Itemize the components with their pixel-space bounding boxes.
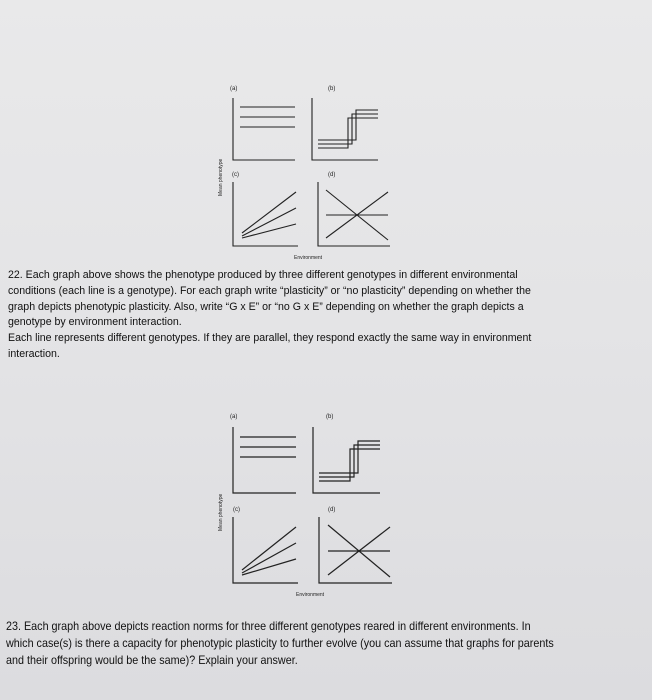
- panel-d-letter: (d): [328, 172, 336, 178]
- panel-b-axes: [313, 427, 380, 493]
- panel-c-genotype-1: [242, 527, 296, 570]
- panel-c-genotype-3: [242, 559, 296, 575]
- figure-2: [198, 405, 428, 600]
- panel-b-letter: (b): [328, 86, 336, 92]
- answer-note-line: interaction.: [8, 347, 60, 360]
- panel-c-letter: (c): [233, 507, 240, 513]
- question-23-line: which case(s) is there a capacity for phenotypic plasticity to further evolve (you can assume that graphs for parents: [6, 637, 554, 650]
- panel-b-axes: [312, 98, 378, 160]
- question-23-line: and their offspring would be the same)? Explain your answer.: [6, 654, 298, 667]
- panel-d-letter: (d): [328, 507, 336, 513]
- panel-c-axes: [233, 182, 298, 246]
- panel-c-letter: (c): [232, 172, 239, 178]
- y-axis-label: Mean phenotype: [218, 158, 224, 196]
- figure-1: [200, 78, 430, 263]
- panel-a-letter: (a): [230, 86, 238, 92]
- question-23-line: 23. Each graph above depicts reaction norms for three different genotypes reared in different environments. In: [6, 620, 531, 633]
- x-axis-label: Environment: [294, 255, 323, 261]
- panel-c-genotype-2: [242, 543, 296, 573]
- question-23: [6, 618, 592, 669]
- question-22-line: genotype by environment interaction.: [8, 316, 182, 329]
- y-axis-label: Mean phenotype: [218, 493, 224, 531]
- figure-2-svg: [198, 405, 428, 600]
- answer-note-line: Each line represents different genotypes. If they are parallel, they respond exactly the same way in environment: [8, 332, 532, 345]
- question-22-line: conditions (each line is a genotype). For each graph write “plasticity” or “no plasticity” depending on whether the: [8, 284, 531, 297]
- x-axis-label: Environment: [296, 592, 325, 598]
- question-22: [8, 268, 594, 363]
- panel-b-genotype-1: [319, 449, 380, 481]
- question-22-line: graph depicts phenotypic plasticity. Also, write “G x E” or “no G x E” depending on whether the graph depicts a: [8, 300, 524, 313]
- panel-c-genotype-3: [242, 224, 296, 238]
- panel-b-letter: (b): [326, 414, 334, 420]
- panel-a-letter: (a): [230, 414, 238, 420]
- question-22-line: 22. Each graph above shows the phenotype produced by three different genotypes in different environmental: [8, 269, 518, 281]
- figure-1-svg: [200, 78, 430, 263]
